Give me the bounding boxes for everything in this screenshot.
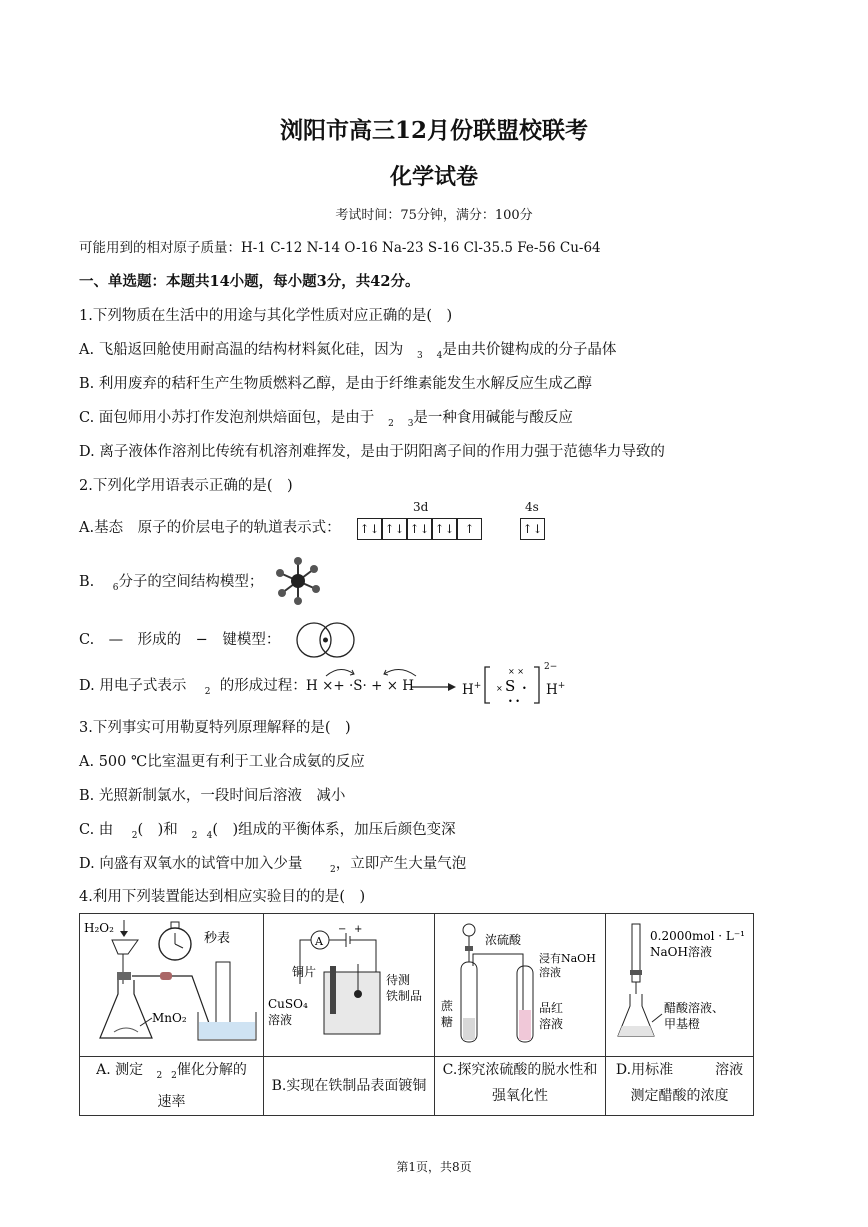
caption-d: D.用标准 溶液 测定醋酸的浓度 xyxy=(606,1057,754,1116)
caption-b: B.实现在铁制品表面镀铜 xyxy=(264,1057,435,1116)
question-1-option-d: D. 离子液体作溶剂比传统有机溶剂难挥发，是由于阴阳离子间的作用力强于范德华力导致的 xyxy=(79,444,665,460)
molecule-model-icon xyxy=(268,555,328,607)
reaction-arrow-icon xyxy=(410,680,462,694)
svg-text:溶液: 溶液 xyxy=(539,1017,564,1031)
svg-text:品红: 品红 xyxy=(539,1001,564,1015)
svg-text:0.2000mol · L⁻¹: 0.2000mol · L⁻¹ xyxy=(650,929,745,943)
electron-transfer-arrows-icon xyxy=(322,664,432,678)
apparatus-c xyxy=(435,914,606,1057)
sulfide-symbol: S xyxy=(505,677,516,695)
svg-text:铜片: 铜片 xyxy=(292,965,317,979)
svg-text:铁制品: 铁制品 xyxy=(386,989,423,1003)
apparatus-d xyxy=(606,914,754,1057)
apparatus-b xyxy=(264,914,435,1057)
product-h-left: H+ xyxy=(462,681,482,698)
orbital-box: ↑ xyxy=(457,518,482,540)
titration-figure xyxy=(606,914,753,1052)
orbital-box-4s: ↑↓ xyxy=(520,518,545,540)
svg-text:MnO₂: MnO₂ xyxy=(152,1011,187,1025)
caption-a: A. 测定 $_2$ $_2$催化分解的 速率 xyxy=(80,1057,264,1116)
svg-text:NaOH溶液: NaOH溶液 xyxy=(650,945,712,959)
svg-text:−: − xyxy=(338,924,347,935)
svg-text:溶液: 溶液 xyxy=(539,966,561,979)
svg-text:×: × xyxy=(496,684,503,693)
svg-text:• •: • • xyxy=(508,697,520,706)
caption-c: C.探究浓硫酸的脱水性和 强氧化性 xyxy=(435,1057,606,1116)
svg-text:CuSO₄: CuSO₄ xyxy=(268,997,308,1011)
question-3-option-d: D. 向盛有双氧水的试管中加入少量 $_2$，立即产生大量气泡 xyxy=(79,856,467,875)
exam-title: 浏阳市高三12月份联盟校联考 xyxy=(279,117,588,144)
question-1-option-a: A. 飞船返回舱使用耐高温的结构材料氮化硅，因为 $_3$ $_4$是由共价键构成的分子晶体 xyxy=(79,342,617,361)
apparatus-table xyxy=(79,913,754,1116)
question-1-option-c: C. 面包师用小苏打作发泡剂烘焙面包，是由于 $_2$ $_3$是一种食用碱能与酸反应 xyxy=(79,410,573,429)
question-1-stem: 1.下列物质在生活中的用途与其化学性质对应正确的是( ) xyxy=(79,308,453,324)
sulfide-charge: 2− xyxy=(544,662,558,672)
subject-title: 化学试卷 xyxy=(389,164,478,190)
svg-text:× ×: × × xyxy=(508,667,524,676)
svg-text:浓硫酸: 浓硫酸 xyxy=(485,933,522,947)
atomic-masses: 可能用到的相对原子质量：H-1 C-12 N-14 O-16 Na-23 S-16 Cl-35.5 Fe-56 Cu-64 xyxy=(79,240,601,256)
exam-info: 考试时间：75分钟，满分：100分 xyxy=(335,208,533,223)
svg-text:待测: 待测 xyxy=(386,973,411,987)
h2o2-decomposition-figure xyxy=(80,914,263,1052)
question-3-stem: 3.下列事实可用勒夏特列原理解释的是( ) xyxy=(79,720,351,736)
orbital-box: ↑↓ xyxy=(382,518,407,540)
svg-text:糖: 糖 xyxy=(441,1015,454,1029)
sigma-bond-icon xyxy=(294,618,358,662)
electroplating-figure xyxy=(264,914,434,1052)
electron-formula-left: H ×+ ·S· + × H xyxy=(306,678,415,694)
svg-text:H₂O₂: H₂O₂ xyxy=(84,921,114,935)
sulfide-ion-bracket-icon xyxy=(482,664,544,706)
svg-text:甲基橙: 甲基橙 xyxy=(664,1017,701,1031)
section-heading: 一、单选题：本题共14小题，每小题3分，共42分。 xyxy=(79,273,420,290)
question-2-stem: 2.下列化学用语表示正确的是( ) xyxy=(79,478,293,494)
question-2-option-c: C. — 形成的 − 键模型： xyxy=(79,632,281,648)
svg-text:溶液: 溶液 xyxy=(268,1013,293,1027)
question-3-option-b: B. 光照新制氯水，一段时间后溶液 减小 xyxy=(79,788,346,804)
question-3-option-c: C. 由 $_2$( )和 $_2$ $_4$( )组成的平衡体系，加压后颜色变深 xyxy=(79,822,456,841)
orbital-diagram-3d xyxy=(357,518,482,540)
orbital-label-4s: 4s xyxy=(525,500,539,514)
svg-text:秒表: 秒表 xyxy=(204,931,231,946)
sulfuric-acid-figure xyxy=(435,914,605,1052)
svg-text:蔗: 蔗 xyxy=(441,999,454,1013)
question-4-stem: 4.利用下列装置能达到相应实验目的的是( ) xyxy=(79,889,366,905)
question-2-option-d: D. 用电子式表示 $_2$ 的形成过程： xyxy=(79,678,307,697)
orbital-label-3d: 3d xyxy=(413,500,429,514)
apparatus-a xyxy=(80,914,264,1057)
question-3-option-a: A. 500 ℃比室温更有利于工业合成氨的反应 xyxy=(79,754,365,770)
orbital-box: ↑↓ xyxy=(432,518,457,540)
orbital-box: ↑↓ xyxy=(407,518,432,540)
svg-text:醋酸溶液、: 醋酸溶液、 xyxy=(664,1001,725,1015)
svg-text:浸有NaOH: 浸有NaOH xyxy=(539,952,596,965)
question-1-option-b: B. 利用废弃的秸秆生产生物质燃料乙醇，是由于纤维素能发生水解反应生成乙醇 xyxy=(79,376,592,392)
product-h-right: H+ xyxy=(546,681,566,698)
page-number: 第1页，共8页 xyxy=(396,1160,472,1174)
question-2-option-a: A.基态 原子的价层电子的轨道表示式： xyxy=(79,520,341,536)
svg-text:+: + xyxy=(354,924,363,935)
svg-text:•: • xyxy=(522,684,527,693)
svg-text:A: A xyxy=(315,935,323,948)
orbital-box: ↑↓ xyxy=(357,518,382,540)
question-2-option-b: B. $_6$分子的空间结构模型； xyxy=(79,574,264,593)
